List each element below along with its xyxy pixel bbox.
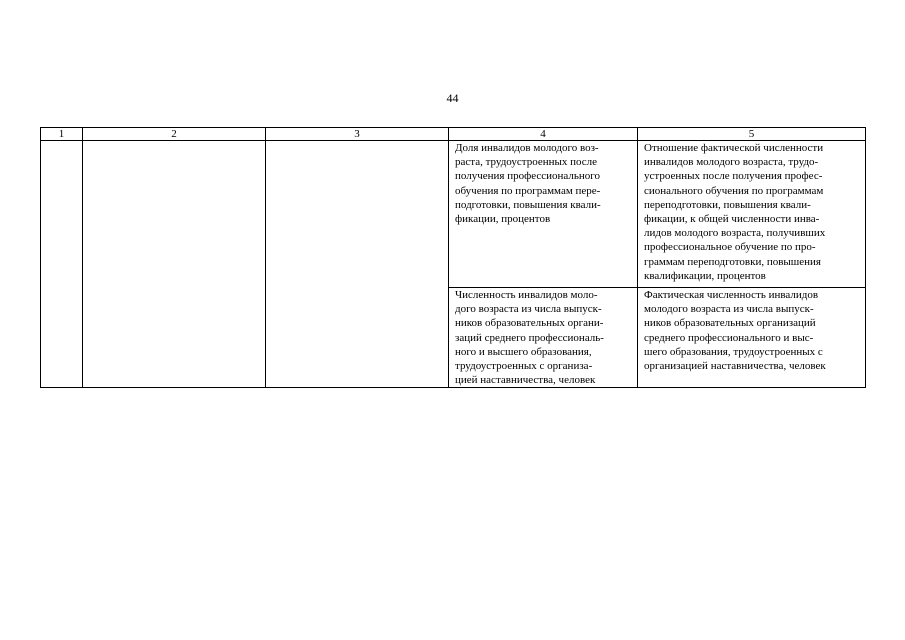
page-number: 44 <box>446 91 459 105</box>
column-header-2: 2 <box>83 128 266 141</box>
data-table <box>40 127 866 388</box>
column-header-3: 3 <box>266 128 449 141</box>
table-cell-method: Фактическая численность инвалидов молодого возраста из числа выпуск- ников образовательных организаций среднего профессионального и выс- шего образования, трудоустроенных с организацией наставничества, человек <box>638 288 866 388</box>
table-cell-col2 <box>83 141 266 388</box>
column-header-4: 4 <box>449 128 638 141</box>
table-cell-col1 <box>41 141 83 388</box>
table-cell-indicator: Численность инвалидов моло- дого возраста из числа выпуск- ников образовательных органи- заций среднего профессиональ- ного и высшего образования, трудоустроенных с организа- цией наставничества, человек <box>449 288 638 388</box>
table-row <box>41 141 866 288</box>
table-header-row <box>41 128 866 141</box>
table-cell-col3 <box>266 141 449 388</box>
table-cell-indicator: Доля инвалидов молодого воз- раста, трудоустроенных после получения профессионального обучения по программам пере- подготовки, повышения квали- фикации, процентов <box>449 141 638 288</box>
column-header-1: 1 <box>41 128 83 141</box>
column-header-5: 5 <box>638 128 866 141</box>
table-cell-method: Отношение фактической численности инвалидов молодого возраста, трудо- устроенных после получения профес- сионального обучения по программам переподготовки, повышения квали- фикации, к общей численности инва- лидов молодого возраста, получивших профессиональное обучение по про- граммам переподготовки, повышения квалификации, процентов <box>638 141 866 288</box>
